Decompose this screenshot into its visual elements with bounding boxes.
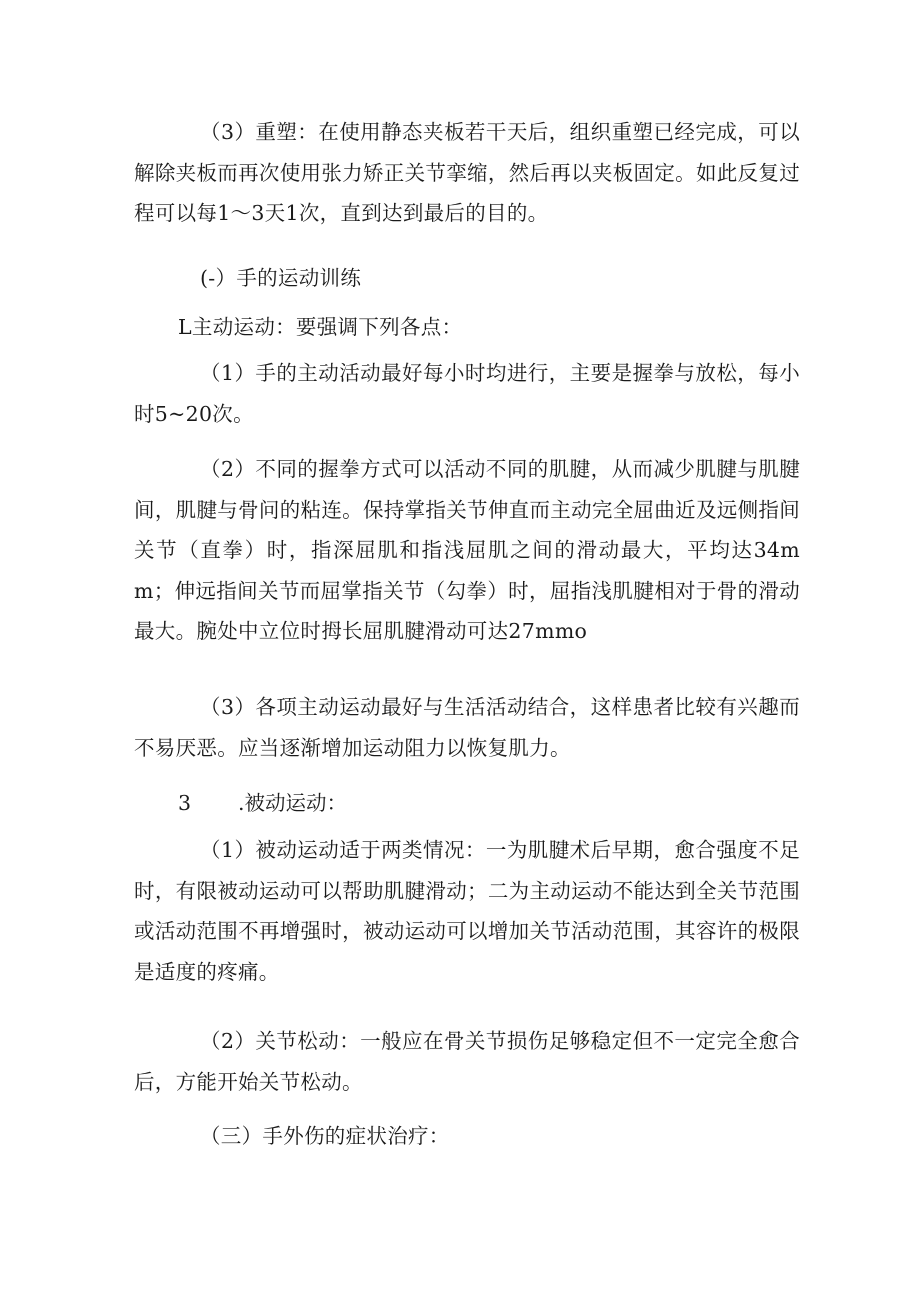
subsection-heading-passive-motion xyxy=(178,783,347,824)
subsection-heading-active-motion: L主动运动：要强调下列各点： xyxy=(178,315,463,339)
paragraph-active-hourly: （1）手的主动活动最好每小时均进行，主要是握拳与放松，每小时5~20次。 xyxy=(134,361,800,426)
subsection-title: .被动运动： xyxy=(238,791,348,815)
section-heading-symptom-treatment: （三）手外伤的症状治疗： xyxy=(200,1124,450,1148)
section-heading-hand-training: (-）手的运动训练 xyxy=(200,266,362,290)
paragraph-fist-types: （2）不同的握拳方式可以活动不同的肌腱，从而减少肌腱与肌腱间，肌腱与骨问的粘连。保持掌指关节伸直而主动完全屈曲近及远侧指间关节（直拳）时，指深屈肌和指浅屈肌之间的滑动最大，平均达34mm；伸远指间关节而屈掌指关节（勾拳）时，屈指浅肌腱相对于骨的滑动最大。腕处中立位时拇长屈肌腱滑动可达27mmo xyxy=(134,457,800,643)
paragraph-joint-mobilization: （2）关节松动：一般应在骨关节损伤足够稳定但不一定完全愈合后，方能开始关节松动。 xyxy=(134,1029,800,1094)
paragraph-remodeling: （3）重塑：在使用静态夹板若干天后，组织重塑已经完成，可以解除夹板而再次使用张力矫正关节挛缩，然后再以夹板固定。如此反复过程可以每1～3天1次，直到达到最后的目的。 xyxy=(134,120,800,225)
subsection-number: 3 xyxy=(178,791,192,815)
paragraph-daily-activities: （3）各项主动运动最好与生活活动结合，这样患者比较有兴趣而不易厌恶。应当逐渐增加运动阻力以恢复肌力。 xyxy=(134,695,800,760)
paragraph-passive-conditions: （1）被动运动适于两类情况：一为肌腱术后早期，愈合强度不足时，有限被动运动可以帮助肌腱滑动；二为主动运动不能达到全关节范围或活动范围不再增强时，被动运动可以增加关节活动范围，其容许的极限是适度的疼痛。 xyxy=(134,838,800,984)
